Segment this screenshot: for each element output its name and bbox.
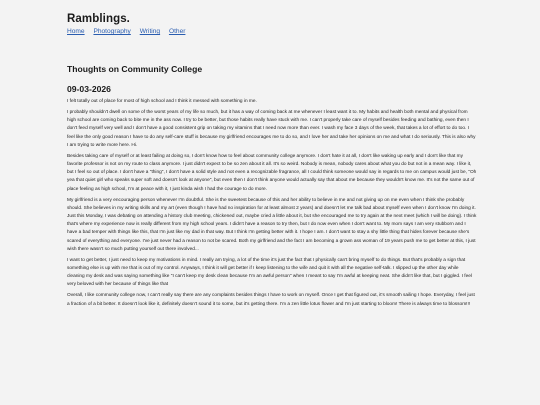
site-nav [67, 28, 192, 35]
post-paragraph: I want to get better, I just need to keep my motivations in mind. I really am trying, a lot of the time it's just the fact that I physically can't bring myself to do things. But that's probably a sign that something else is up with me that is out of my control. Anyways, I think it will get better if I keep listening to the wife and quit it with all the negative self-talk. I slipped up the other day while cleaning my desk and was saying something like "I can't keep my desk clean because I'm an awful person" when I meant to say I'm awful at keeping neat. She didn't like that, but I giggled. I feel very beloved with her because of things like that [67, 257, 472, 288]
post-date: 09-03-2026 [67, 84, 111, 94]
post-title: Thoughts on Community College [67, 64, 203, 74]
nav-link-other[interactable]: Other [168, 28, 186, 35]
post-paragraph: Besides taking care of myself or at least failing at doing so, I don't know how to feel about community college anymore. I don't hate it at all, I don't like waking up early and I don't like that my favorite professor is not on my route to class anymore. I just didn't expect to be so zen about it all. It's so weird. Nobody is mean, nobody cares about what you do but not in a mean way. I like it, but I feel so out of place. I don't have a "thing", I don't have a solid style and not even a recognizable fragrance, all I could think someone would say in regards to me on campus would just be, "Oh yea that quiet girl who speaks super soft and doesn't look at anyone", but even then I don't think anyone would actually say that about me because they wouldn't know me. It's not the same out of place feeling as high school, I'm at peace with it, I just kinda wish I had the courage to do more. [67, 153, 477, 192]
post-paragraph: I felt totally out of place for most of high school and I think it messed with something in me. [67, 99, 257, 104]
post-paragraph: Overall, I like community college now, I can't really say there are any complaints besides things I have to work on myself. Once I get that figured out, it's smooth sailing I hope. Everyday, I feel just a fraction of a bit better. It doesn't look like it, definitely doesn't sound it to some, but it's getting there. I'm a zen little lotus flower and I'm just starting to bloom! There is always time to blossom!!! [67, 293, 475, 307]
nav-link-home[interactable]: Home [67, 28, 85, 35]
site-title: Ramblings. [67, 13, 130, 25]
nav-link-photography[interactable]: Photography [93, 28, 131, 35]
post-paragraph: I probably shouldn't dwell on some of the worst years of my life so much, but it has a way of coming back at me whenever I least want it to. My habits and health both mental and physical from high school are coming back to bite me in the ass now. I try to be better, but those habits really have stuck with me. I can't properly take care of myself besides feeding and bathing, even then I don't feed myself very well and I don't have a good consistent grip on taking my vitamins that I need now more than ever. I wash my face 3 days of the week, that takes a lot of effort to do too. I feel like the only good reason I have to do any self-care stuff is because my girlfriend encourages me to do so, and I love her and take her opinions on me and what I do seriously. This is also why I am trying to write more here. Hi. [67, 110, 476, 148]
post-paragraph: My girlfriend is a very encouraging person whenever I'm doubtful. She is the sweetest because of this and her ability to believe in me and not giving up on me even when I think she probably should. She believes in my writing skills and my art (even though I have had no inspiration for at least almost 2 years) and doesn't let me talk bad about myself even when I don't know I'm doing it. Just this Monday, I was debating on attending a history club meeting, chickened out, maybe cried a little about it, but she encouraged me to try again at the next meet (which I will be doing). I think that's where my experience now is really different from my high school years. I didn't have a reason to try then, but I do now even when I don't want to. My mom says I am very stubborn and I have a bad temper with things like this, that I'm just like my dad in that way. But I think I'm getting better with it. I hope I am. I don't want to stay a shy little thing that hides forever because she's scared of everything and everyone. I've just never had a reason to not be scared. Both my girlfriend and the fact I am becoming a grown ass woman of 19 years push me to get better at this, I just wish there wasn't so much putting yourself out there involved... [67, 197, 477, 252]
nav-link-writing[interactable]: Writing [139, 28, 161, 35]
post-body [67, 98, 477, 312]
